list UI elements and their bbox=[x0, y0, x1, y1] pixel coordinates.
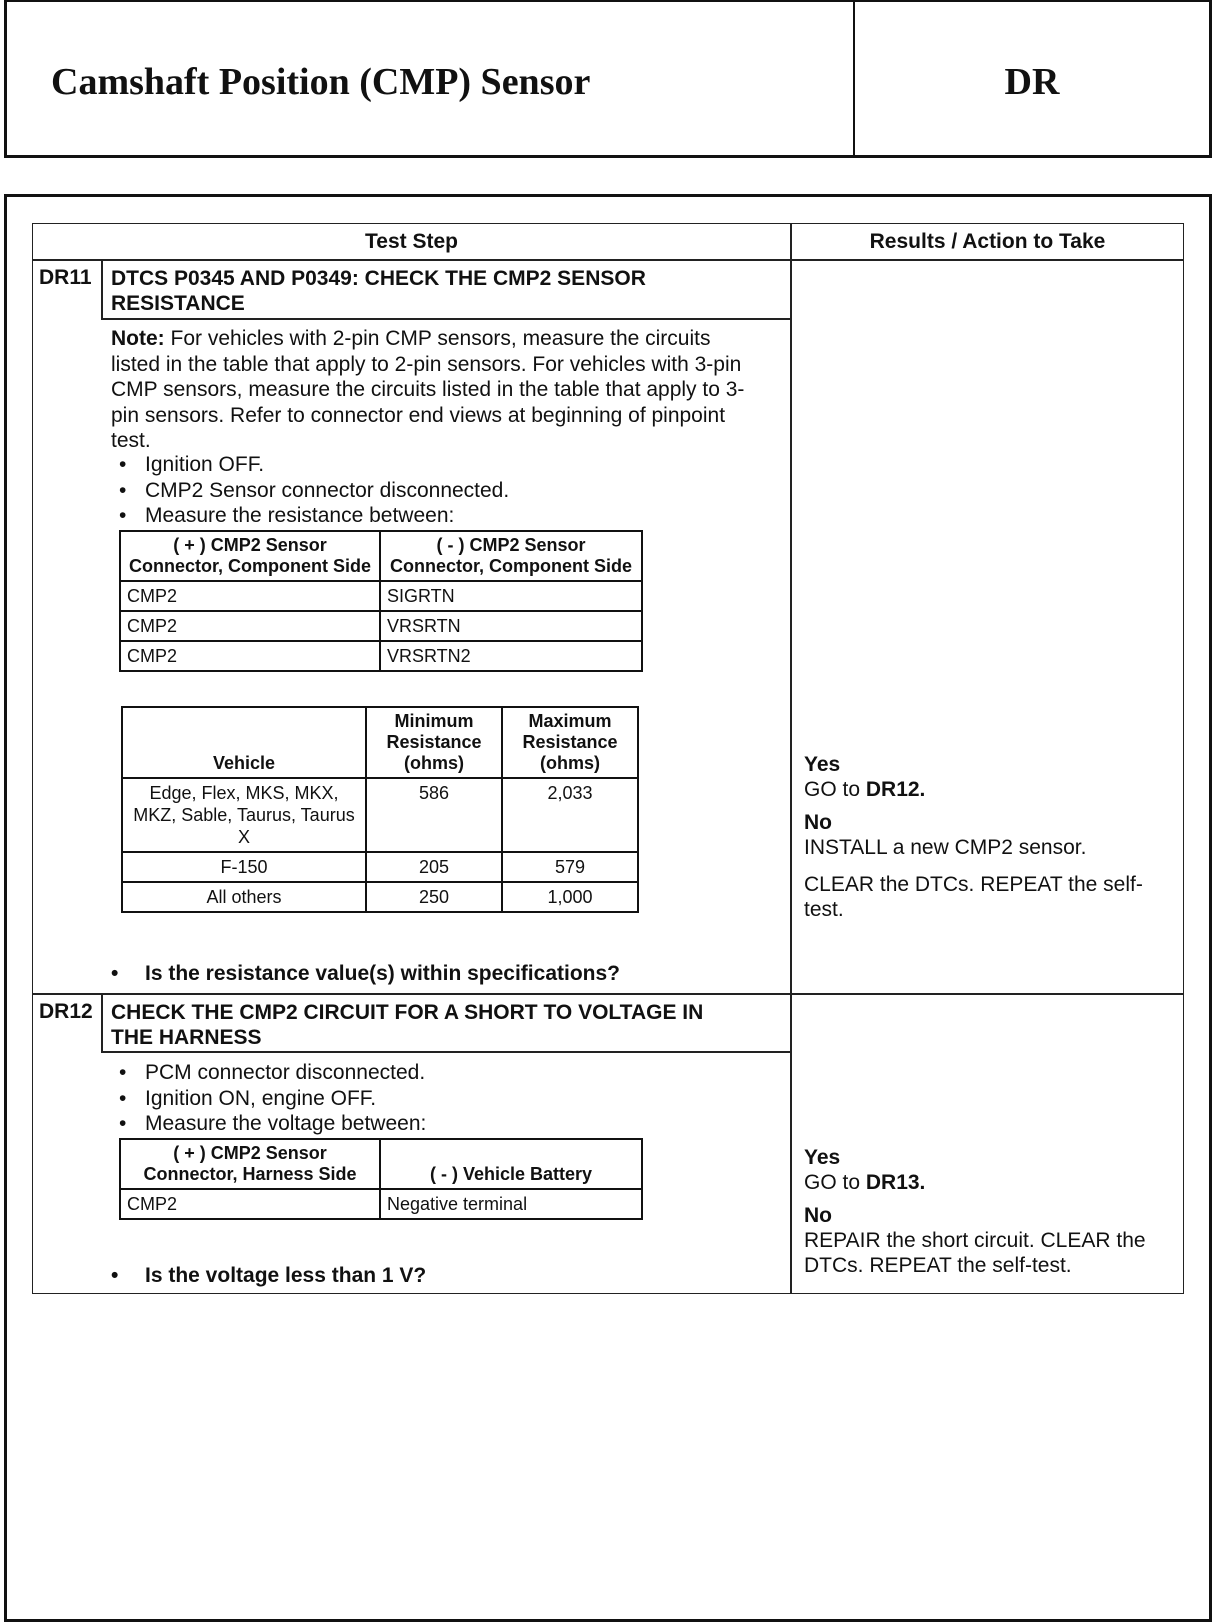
dr12-results bbox=[804, 1145, 1174, 1278]
table-row bbox=[120, 611, 642, 641]
table-cell: 1,000 bbox=[502, 882, 638, 912]
meas-header-negative: ( - ) Vehicle Battery bbox=[380, 1139, 642, 1189]
step-id-dr11: DR11 bbox=[39, 266, 92, 289]
step-title-dr11: DTCS P0345 AND P0349: CHECK THE CMP2 SENSOR RESISTANCE bbox=[111, 267, 646, 315]
spec-header-min: Minimum Resistance (ohms) bbox=[366, 707, 502, 778]
dr11-measurement-table bbox=[119, 530, 643, 672]
page-header bbox=[4, 0, 1212, 158]
dr12-id-divider bbox=[101, 994, 103, 1052]
results-column-divider bbox=[790, 224, 792, 1293]
page-title: Camshaft Position (CMP) Sensor bbox=[51, 61, 591, 103]
dr12-title-divider bbox=[101, 1051, 790, 1053]
section-code: DR bbox=[1004, 61, 1060, 103]
column-header-test-step: Test Step bbox=[365, 230, 458, 253]
dr12-measurement-table bbox=[119, 1138, 643, 1220]
list-item: • CMP2 Sensor connector disconnected. bbox=[111, 478, 751, 504]
table-cell: F-150 bbox=[122, 852, 366, 882]
step-row-divider bbox=[33, 993, 1183, 995]
spec-header-max: Maximum Resistance (ohms) bbox=[502, 707, 638, 778]
table-cell: Negative terminal bbox=[380, 1189, 642, 1219]
header-row-divider bbox=[33, 259, 1183, 261]
table-row bbox=[122, 778, 638, 852]
note-text: For vehicles with 2-pin CMP sensors, measure the circuits listed in the table that apply to 2-pin sensors. For vehicles with 3-pin CMP sensors, measure the circuits listed in the table that apply to 3-pin sensors. Refer to connector end views at beginning of pinpoint test. bbox=[111, 327, 745, 452]
list-item: • Ignition ON, engine OFF. bbox=[111, 1086, 751, 1112]
dr11-specification-table bbox=[121, 706, 639, 913]
meas-header-negative: ( - ) CMP2 Sensor Connector, Component Side bbox=[380, 531, 642, 581]
list-item: • Measure the voltage between: bbox=[111, 1111, 751, 1137]
table-row bbox=[122, 852, 638, 882]
table-cell: 250 bbox=[366, 882, 502, 912]
yes-label: Yes bbox=[804, 753, 841, 776]
dr11-question: • Is the resistance value(s) within specifications? bbox=[145, 962, 620, 986]
table-cell: 579 bbox=[502, 852, 638, 882]
column-header-results: Results / Action to Take bbox=[869, 230, 1106, 253]
table-cell: CMP2 bbox=[120, 641, 380, 671]
table-cell: SIGRTN bbox=[380, 581, 642, 611]
list-item: • Ignition OFF. bbox=[111, 452, 751, 478]
table-row bbox=[120, 581, 642, 611]
list-item: • Measure the resistance between: bbox=[111, 503, 751, 529]
table-cell: VRSRTN bbox=[380, 611, 642, 641]
meas-header-positive: ( + ) CMP2 Sensor Connector, Component Side bbox=[120, 531, 380, 581]
yes-action: GO to DR12. bbox=[804, 778, 926, 801]
meas-header-positive: ( + ) CMP2 Sensor Connector, Harness Side bbox=[120, 1139, 380, 1189]
goto-target: DR12. bbox=[865, 778, 926, 801]
table-row bbox=[120, 1189, 642, 1219]
table-cell: CMP2 bbox=[120, 581, 380, 611]
no-label: No bbox=[804, 811, 832, 834]
step-title-dr12: CHECK THE CMP2 CIRCUIT FOR A SHORT TO VOLTAGE IN THE HARNESS bbox=[111, 1001, 704, 1049]
test-step-table bbox=[32, 223, 1184, 1294]
table-cell: 586 bbox=[366, 778, 502, 852]
no-action-followup: CLEAR the DTCs. REPEAT the self-test. bbox=[804, 873, 1143, 921]
table-cell: Edge, Flex, MKS, MKX, MKZ, Sable, Taurus, Taurus X bbox=[122, 778, 366, 852]
table-cell: CMP2 bbox=[120, 1189, 380, 1219]
dr12-bullets bbox=[111, 1060, 751, 1137]
table-row bbox=[120, 641, 642, 671]
table-cell: VRSRTN2 bbox=[380, 641, 642, 671]
table-cell: CMP2 bbox=[120, 611, 380, 641]
dr11-title-divider bbox=[101, 318, 790, 320]
table-row bbox=[122, 882, 638, 912]
spec-header-vehicle: Vehicle bbox=[122, 707, 366, 778]
dr11-id-divider bbox=[101, 260, 103, 319]
list-item: • PCM connector disconnected. bbox=[111, 1060, 751, 1086]
step-id-dr12: DR12 bbox=[39, 1000, 93, 1023]
yes-label: Yes bbox=[804, 1146, 841, 1169]
no-action: INSTALL a new CMP2 sensor. bbox=[804, 836, 1087, 859]
yes-action: GO to DR13. bbox=[804, 1171, 926, 1194]
table-cell: 2,033 bbox=[502, 778, 638, 852]
dr11-note bbox=[111, 326, 751, 454]
note-label: Note: bbox=[111, 327, 165, 350]
table-cell: All others bbox=[122, 882, 366, 912]
table-cell: 205 bbox=[366, 852, 502, 882]
no-label: No bbox=[804, 1204, 832, 1227]
goto-target: DR13. bbox=[865, 1171, 926, 1194]
dr12-question: • Is the voltage less than 1 V? bbox=[145, 1264, 426, 1288]
dr11-bullets bbox=[111, 452, 751, 529]
dr11-results bbox=[804, 752, 1174, 922]
no-action: REPAIR the short circuit. CLEAR the DTCs. REPEAT the self-test. bbox=[804, 1229, 1146, 1277]
